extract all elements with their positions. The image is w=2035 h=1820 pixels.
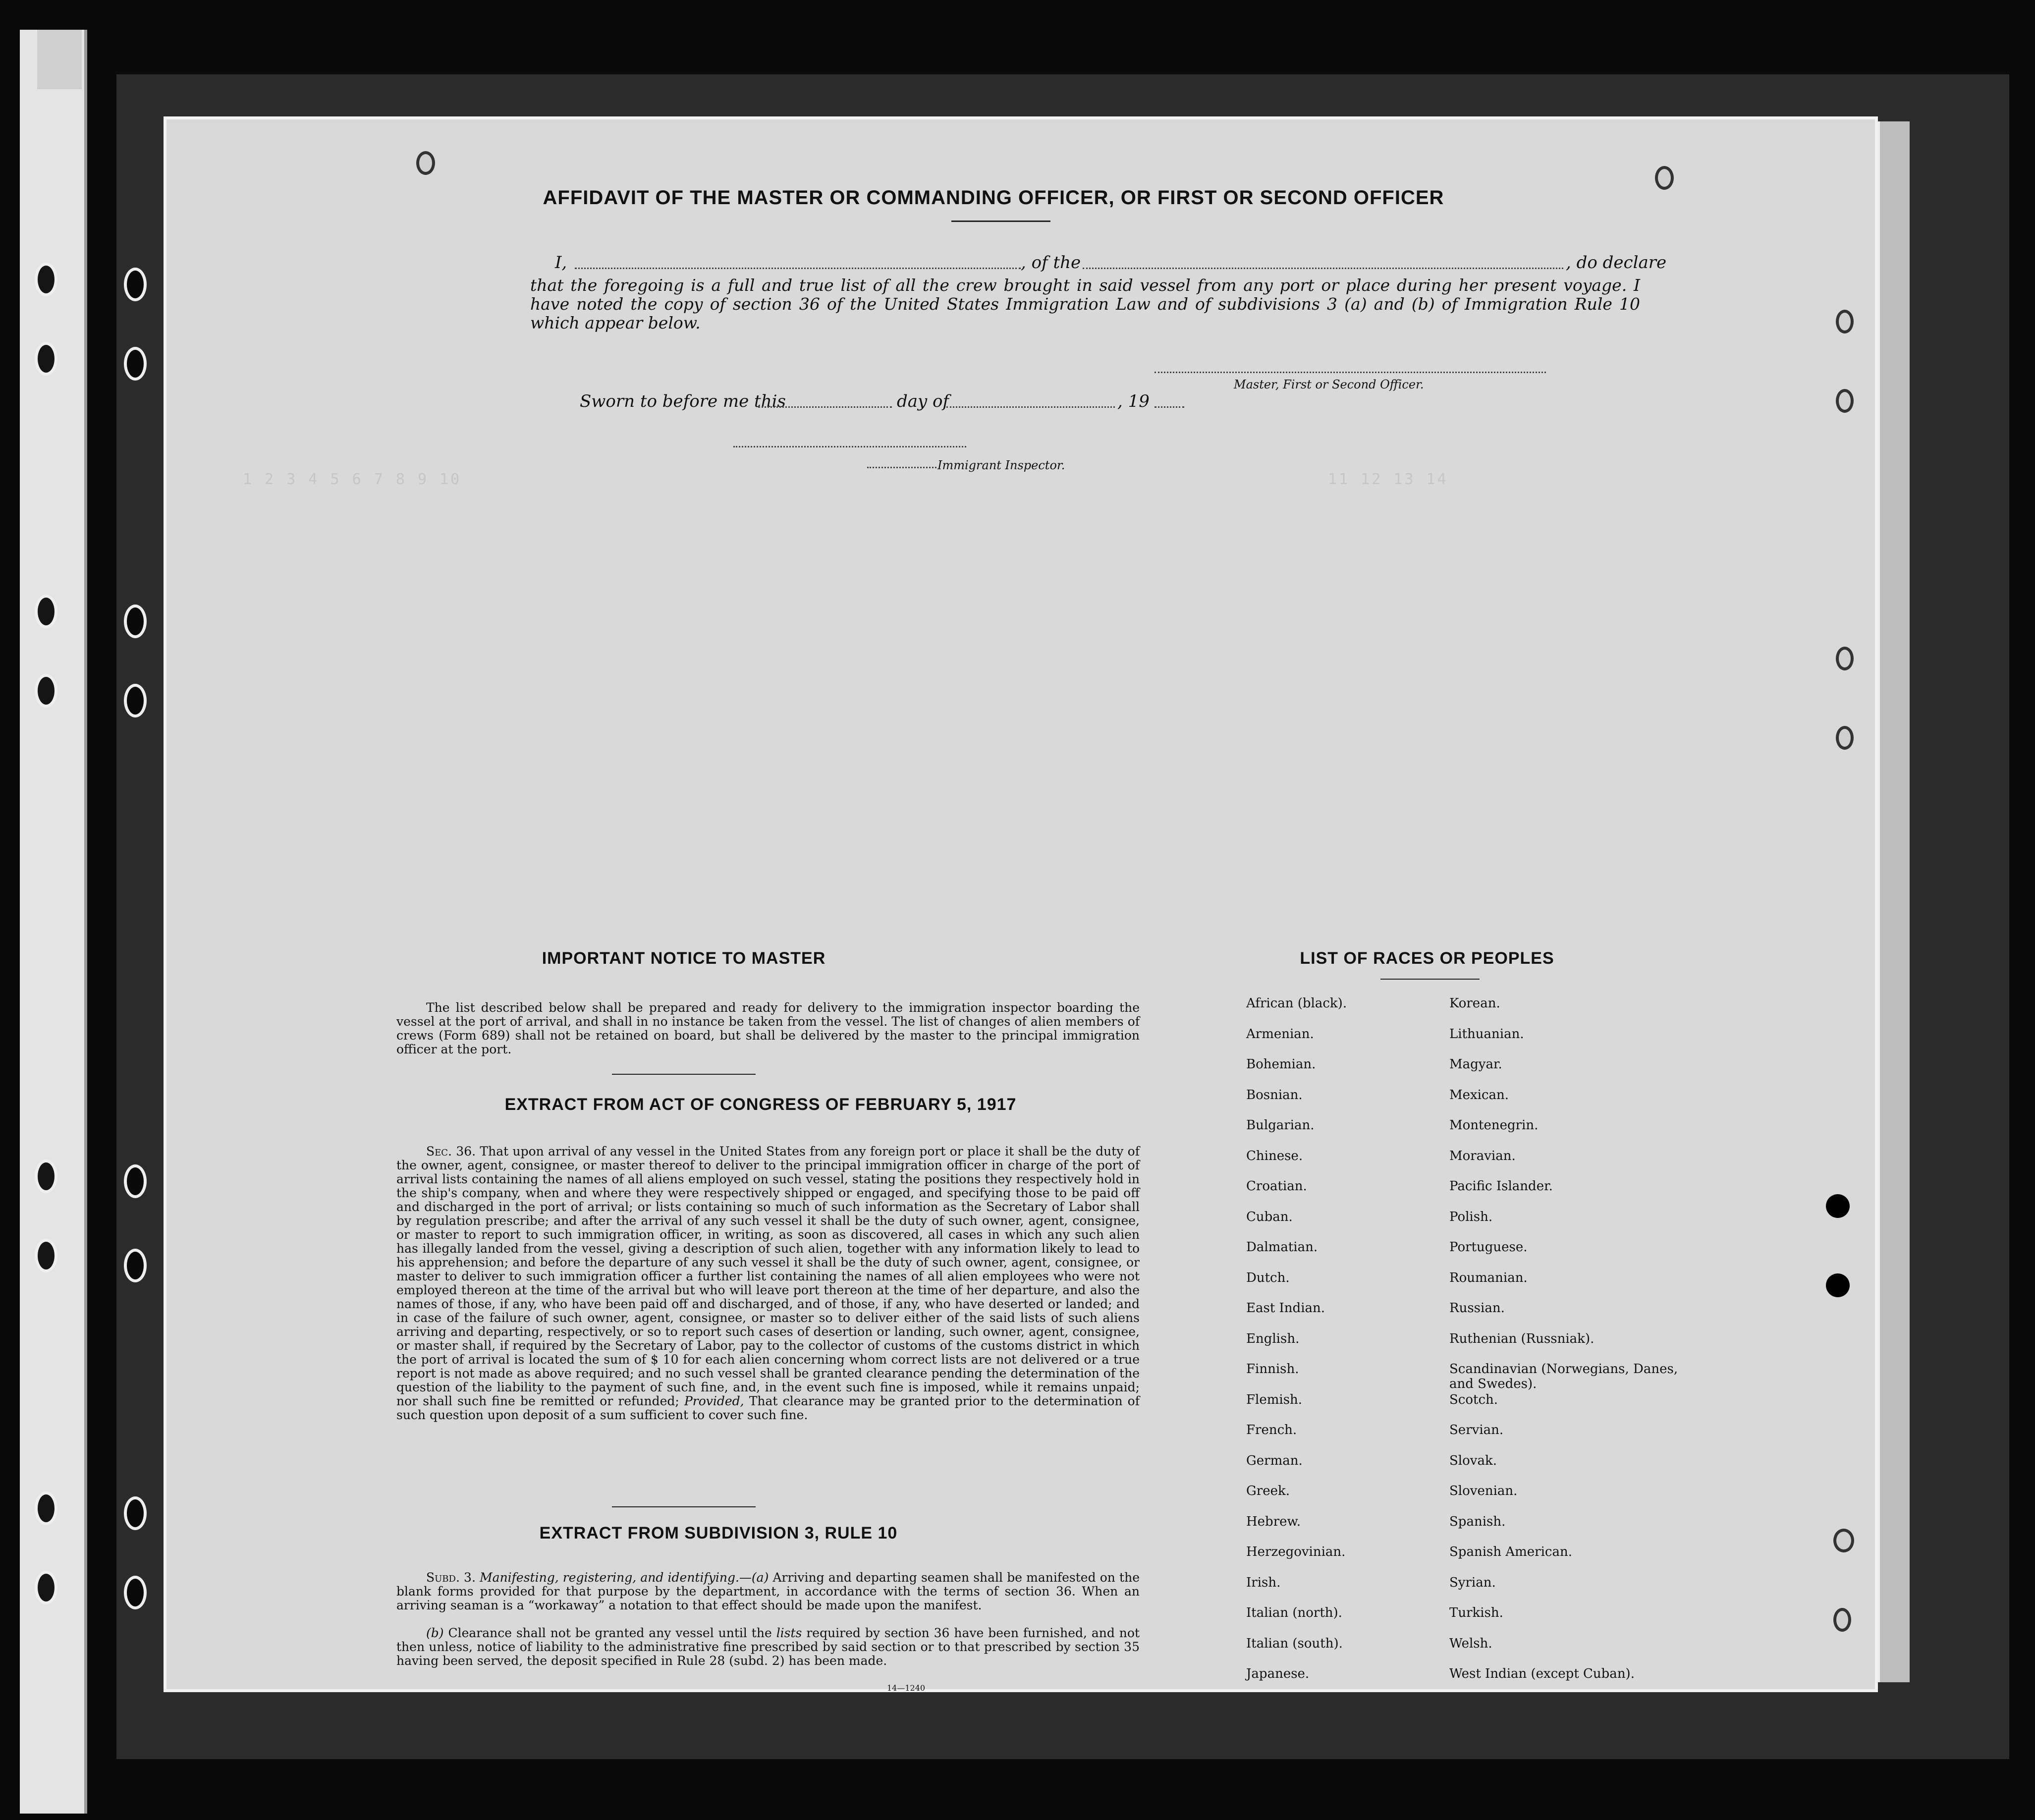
affidavit-i-label: I,	[555, 253, 567, 273]
a-label: (a)	[751, 1570, 769, 1585]
punch-hole-icon	[35, 263, 57, 296]
race-item: Welsh.	[1449, 1636, 1492, 1651]
punch-hole-icon	[35, 1239, 57, 1272]
affidavit-do-declare-label: , do declare	[1566, 253, 1667, 273]
vessel-blank	[1083, 268, 1563, 269]
race-item: Chinese.	[1246, 1148, 1303, 1163]
race-item: Pacific Islander.	[1449, 1179, 1553, 1194]
notice-body: The list described below shall be prepared and ready for delivery to the immigration inspector boarding the vessel at the port of arrival, and shall in no instance be taken from the vessel. The list of changes of alien members of crews (Form 689) shall not be retained on board, but shall be delivered by the master to the principal immigration officer at the port.	[396, 1000, 1140, 1056]
punch-hole-icon	[124, 1164, 147, 1198]
race-item: Syrian.	[1449, 1575, 1496, 1590]
affidavit-body: that the foregoing is a full and true list of all the crew brought in said vessel from any port or place during her present voyage. I have noted the copy of section 36 of the United States Immigration Law and of subdivisions 3 (a) and (b) of Immigration Rule 10 which appear below.	[530, 276, 1640, 332]
punch-hole-icon	[1833, 1608, 1851, 1632]
signature-blank	[1155, 372, 1546, 373]
race-item: Hebrew.	[1246, 1514, 1301, 1529]
punch-hole-icon	[124, 605, 147, 638]
name-blank	[575, 268, 1021, 269]
race-item: English.	[1246, 1331, 1300, 1346]
punch-hole-icon	[35, 1159, 57, 1193]
race-item: Mexican.	[1449, 1087, 1509, 1103]
race-item: Lithuanian.	[1449, 1026, 1524, 1042]
race-item: Servian.	[1449, 1423, 1504, 1437]
punch-hole-icon	[35, 1491, 57, 1525]
race-item: Italian (south).	[1246, 1636, 1343, 1651]
race-item: Ruthenian (Russniak).	[1449, 1331, 1595, 1346]
race-item: Spanish.	[1449, 1514, 1506, 1529]
extract-rule-b	[396, 1626, 1140, 1668]
race-item: Roumanian.	[1449, 1270, 1528, 1285]
punch-hole-icon	[1836, 389, 1854, 413]
sworn-day-of: day of	[897, 391, 949, 411]
race-item: Herzegovinian.	[1246, 1544, 1346, 1559]
sworn-month-blank	[946, 406, 1115, 408]
punch-hole-icon	[124, 1249, 147, 1282]
b-lists: lists	[776, 1626, 802, 1640]
inspector-caption: Immigrant Inspector.	[937, 458, 1065, 472]
inspector-blank	[733, 446, 966, 447]
race-item: West Indian (except Cuban).	[1449, 1666, 1635, 1681]
affidavit-of-the-label: , of the	[1021, 253, 1081, 273]
bleed-through: 11 12 13 14	[1328, 471, 1448, 488]
race-item: East Indian.	[1246, 1301, 1325, 1316]
race-item: Magyar.	[1449, 1057, 1502, 1072]
punch-hole-icon	[124, 347, 147, 381]
race-item: Bulgarian.	[1246, 1118, 1315, 1133]
race-item: Slovak.	[1449, 1453, 1497, 1468]
race-item: Turkish.	[1449, 1605, 1503, 1620]
sworn-year-blank	[1155, 406, 1184, 408]
race-item: Korean.	[1449, 996, 1500, 1011]
race-item: Bohemian.	[1246, 1057, 1316, 1072]
race-item: Italian (north).	[1246, 1605, 1342, 1620]
notice-title: IMPORTANT NOTICE TO MASTER	[542, 949, 826, 968]
signature-caption: Master, First or Second Officer.	[1234, 378, 1424, 391]
punch-hole-icon	[1826, 1273, 1850, 1297]
sworn-year: , 19	[1117, 391, 1150, 411]
race-item: French.	[1246, 1423, 1297, 1437]
extract-act-body	[396, 1145, 1140, 1422]
punch-hole-icon	[124, 1576, 147, 1609]
race-item: Irish.	[1246, 1575, 1281, 1590]
race-item: Dutch.	[1246, 1270, 1290, 1285]
binder-tab	[37, 30, 82, 89]
race-item: Finnish.	[1246, 1362, 1299, 1377]
race-item: Croatian.	[1246, 1179, 1307, 1194]
race-item: Russian.	[1449, 1301, 1505, 1316]
sworn-day-blank	[758, 406, 892, 408]
bleed-through: 1 2 3 4 5 6 7 8 9 10	[243, 471, 462, 488]
sworn-prefix: Sworn to before me this	[580, 391, 786, 411]
extract-rule-a	[396, 1571, 1140, 1612]
inspector-dots	[867, 467, 936, 468]
b-body-1: Clearance shall not be granted any vessel until the	[448, 1626, 772, 1640]
affidavit-title: AFFIDAVIT OF THE MASTER OR COMMANDING OFFICER, OR FIRST OR SECOND OFFICER	[543, 187, 1444, 209]
sec-body: That upon arrival of any vessel in the United States from any foreign port or place it shall be the duty of the owner, agent, consignee, or master thereof to deliver to the principal immigration officer in charge of the port of arrival lists containing the names of all aliens employed on such vessel, stating the positions they respectively hold in the ship's company, when and where they were respectively shipped or engaged, and specifying those to be paid off and discharged in the port of arrival; or lists containing so much of such information as the Secretary of Labor shall by regulation prescribe; and after the arrival of any such vessel it shall be the duty of such owner, agent, consignee, or master to report to such immigration officer, in writing, as soon as discovered, all cases in which any such alien has illegally landed from the vessel, giving a description of such alien, together with any information likely to lead to his apprehension; and before the departure of any such vessel it shall be the duty of such owner, agent, consignee, or master to deliver to such immigration officer a further list containing the names of all alien employees who were not employed thereon at the time of the arrival but who will leave port thereon at the time of her departure, and also the names of those, if any, who have been paid off and discharged, and of those, if any, who have deserted or landed; and in case of the failure of such owner, agent, consignee, or master so to deliver either of the said lists of such aliens arriving and departing, respectively, or so to report such cases of desertion or landing, such owner, agent, consignee, or master shall, if required by the Secretary of Labor, pay to the collector of customs of the customs district in which the port of arrival is located the sum of $ 10 for each alien concerning whom correct lists are not delivered or a true report is not made as above required; and no such vessel shall be granted clearance pending the determination of the question of the liability to the payment of such fine, and, in the event such fine is imposed, while it remains unpaid; nor shall such fine be remitted or refunded;	[396, 1144, 1140, 1408]
provided-word: Provided,	[684, 1394, 744, 1408]
punch-hole-icon	[35, 674, 57, 708]
punch-hole-icon	[124, 1496, 147, 1530]
binder-strip	[20, 30, 87, 1814]
race-item: Bosnian.	[1246, 1087, 1303, 1103]
punch-hole-icon	[1836, 310, 1854, 333]
title-rule	[951, 221, 1050, 222]
races-rule	[1380, 979, 1480, 980]
races-column-1	[1246, 996, 1434, 1697]
race-item: Montenegrin.	[1449, 1118, 1539, 1133]
provided-body: That clearance may be granted prior to the determination of such question upon deposit of a sum sufficient to cover such fine.	[396, 1394, 1140, 1422]
extract-act-title: EXTRACT FROM ACT OF CONGRESS OF FEBRUARY 5, 1917	[504, 1095, 1017, 1114]
race-item: Flemish.	[1246, 1392, 1303, 1407]
punch-hole-icon	[124, 268, 147, 301]
race-item: German.	[1246, 1453, 1303, 1468]
form-number: 14—1240	[887, 1683, 926, 1693]
punch-hole-icon	[124, 684, 147, 717]
b-body-2: required by section 36 have been furnished, and not then unless, notice of liability to the administrative fine prescribed by said section or to that prescribed by section 35 having been served, the deposit specified in Rule 28 (subd. 2) has been made.	[396, 1626, 1140, 1668]
race-item: Scotch.	[1449, 1392, 1498, 1407]
races-title: LIST OF RACES OR PEOPLES	[1300, 949, 1554, 968]
race-item: African (black).	[1246, 996, 1347, 1011]
sec-label: Sec. 36.	[426, 1144, 476, 1158]
race-item: Scandinavian (Norwegians, Danes, and Swedes).	[1449, 1362, 1678, 1391]
punch-hole-icon	[35, 595, 57, 628]
punch-hole-icon	[35, 342, 57, 376]
punch-hole-icon	[1655, 166, 1674, 190]
a-body: Arriving and departing seamen shall be manifested on the blank forms provided for that purpose by the department, in accordance with the terms of section 36. When an arriving seaman is a “workaway” a notation to that effect should be made upon the manifest.	[396, 1570, 1140, 1612]
race-item: Slovenian.	[1449, 1484, 1518, 1498]
punch-hole-icon	[1826, 1194, 1850, 1218]
punch-hole-icon	[1833, 1529, 1854, 1552]
form-page	[164, 116, 1878, 1692]
races-column-2	[1449, 996, 1697, 1697]
race-item: Portuguese.	[1449, 1240, 1528, 1255]
race-item: Dalmatian.	[1246, 1240, 1318, 1255]
race-item: Moravian.	[1449, 1148, 1516, 1163]
section-rule	[612, 1074, 756, 1075]
race-item: Cuban.	[1246, 1209, 1293, 1224]
subd-heading: Manifesting, registering, and identifying.—	[480, 1570, 752, 1585]
extract-rule-title: EXTRACT FROM SUBDIVISION 3, RULE 10	[539, 1524, 898, 1543]
race-item: Spanish American.	[1449, 1544, 1573, 1559]
punch-hole-icon	[35, 1571, 57, 1604]
page-edge	[1878, 121, 1910, 1682]
race-item: Japanese.	[1246, 1666, 1310, 1681]
section-rule	[612, 1506, 756, 1507]
b-label: (b)	[426, 1626, 444, 1640]
punch-hole-icon	[1836, 647, 1854, 670]
race-item: Greek.	[1246, 1484, 1290, 1498]
punch-hole-icon	[416, 151, 435, 175]
subd-label: Subd. 3.	[426, 1570, 476, 1585]
race-item: Polish.	[1449, 1209, 1493, 1224]
race-item: Armenian.	[1246, 1026, 1314, 1042]
punch-hole-icon	[1836, 726, 1854, 750]
